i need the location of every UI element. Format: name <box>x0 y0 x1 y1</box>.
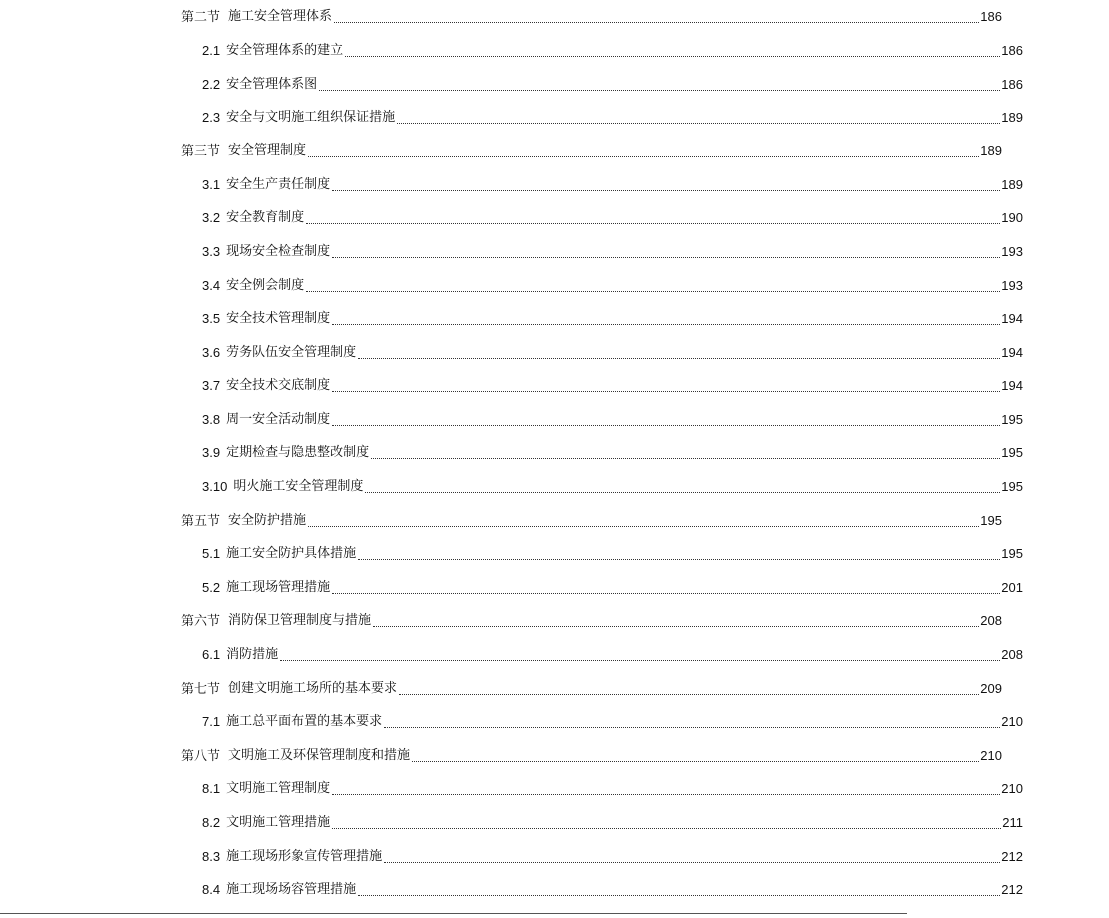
dot-leader <box>332 391 1000 392</box>
toc-entry-number: 8.1 <box>202 781 221 796</box>
toc-entry-page: 194 <box>1001 345 1023 360</box>
toc-entry-page: 195 <box>1001 479 1023 494</box>
dot-leader <box>365 492 1000 493</box>
toc-entry-page: 193 <box>1001 244 1023 259</box>
toc-entry[interactable] <box>0 241 1109 263</box>
toc-entry-page: 195 <box>1001 445 1023 460</box>
toc-entry-page: 189 <box>1001 110 1023 125</box>
toc-entry-page: 194 <box>1001 311 1023 326</box>
toc-entry[interactable] <box>0 879 1109 901</box>
toc-entry-page: 210 <box>1001 714 1023 729</box>
dot-leader <box>384 727 1000 728</box>
toc-entry-number: 8.2 <box>202 815 221 830</box>
toc-entry-page: 212 <box>1001 849 1023 864</box>
toc-entry[interactable] <box>0 342 1109 364</box>
toc-entry-page: 195 <box>1001 546 1023 561</box>
dot-leader <box>412 761 979 762</box>
toc-entry[interactable] <box>0 275 1109 297</box>
toc-entry-title: 施工现场管理措施 <box>226 580 331 595</box>
toc-entry-page: 193 <box>1001 278 1023 293</box>
toc-entry-number: 第七节 <box>181 681 221 696</box>
toc-entry-page: 194 <box>1001 378 1023 393</box>
toc-entry-title: 施工安全防护具体措施 <box>226 546 357 561</box>
toc-entry[interactable] <box>0 678 1088 700</box>
toc-entry-number: 3.1 <box>202 177 221 192</box>
toc-entry-number: 3.6 <box>202 345 221 360</box>
toc-entry-title: 安全教育制度 <box>226 210 305 225</box>
toc-entry-title: 施工总平面布置的基本要求 <box>226 714 383 729</box>
toc-entry-title: 安全例会制度 <box>226 278 305 293</box>
toc-entry-title: 文明施工及环保管理制度和措施 <box>228 748 411 763</box>
dot-leader <box>306 223 1000 224</box>
toc-entry-number: 3.4 <box>202 278 221 293</box>
toc-entry-page: 210 <box>1001 781 1023 796</box>
toc-entry[interactable] <box>0 812 1109 834</box>
toc-entry[interactable] <box>0 6 1088 28</box>
dot-leader <box>334 22 979 23</box>
toc-entry[interactable] <box>0 778 1109 800</box>
toc-entry[interactable] <box>0 140 1088 162</box>
toc-entry-number: 5.2 <box>202 580 221 595</box>
toc-entry[interactable] <box>0 409 1109 431</box>
toc-entry-number: 2.2 <box>202 77 221 92</box>
toc-entry-page: 208 <box>1001 647 1023 662</box>
toc-entry-title: 施工现场形象宣传管理措施 <box>226 849 383 864</box>
dot-leader <box>308 156 979 157</box>
toc-entry-page: 186 <box>980 9 1002 24</box>
toc-entry-page: 210 <box>980 748 1002 763</box>
toc-entry-page: 211 <box>1002 815 1023 830</box>
toc-entry-title: 安全管理制度 <box>228 143 307 158</box>
toc-entry-number: 3.2 <box>202 210 221 225</box>
toc-entry[interactable] <box>0 107 1109 129</box>
toc-entry-title: 安全技术管理制度 <box>226 311 331 326</box>
dot-leader <box>373 626 979 627</box>
dot-leader <box>358 559 1000 560</box>
toc-entry-title: 创建文明施工场所的基本要求 <box>228 681 398 696</box>
dot-leader <box>371 458 1000 459</box>
toc-entry[interactable] <box>0 543 1109 565</box>
toc-entry-number: 8.4 <box>202 882 221 897</box>
dot-leader <box>384 862 1000 863</box>
dot-leader <box>332 425 1000 426</box>
toc-entry-number: 第二节 <box>181 9 221 24</box>
dot-leader <box>399 694 979 695</box>
toc-entry-page: 195 <box>1001 412 1023 427</box>
toc-entry-number: 3.8 <box>202 412 221 427</box>
toc-entry-page: 212 <box>1001 882 1023 897</box>
toc-entry[interactable] <box>0 644 1109 666</box>
toc-entry-number: 3.9 <box>202 445 221 460</box>
toc-entry-title: 施工安全管理体系 <box>228 9 333 24</box>
toc-entry-page: 189 <box>980 143 1002 158</box>
toc-entry-number: 6.1 <box>202 647 221 662</box>
dot-leader <box>280 660 1000 661</box>
dot-leader <box>332 593 1000 594</box>
toc-entry[interactable] <box>0 207 1109 229</box>
toc-entry-page: 209 <box>980 681 1002 696</box>
page-bottom-rule <box>0 913 907 914</box>
toc-entry-number: 第六节 <box>181 613 221 628</box>
toc-entry-title: 文明施工管理措施 <box>226 815 331 830</box>
toc-entry-title: 安全防护措施 <box>228 513 307 528</box>
toc-entry-page: 186 <box>1001 43 1023 58</box>
toc-entry-number: 7.1 <box>202 714 221 729</box>
toc-entry-title: 文明施工管理制度 <box>226 781 331 796</box>
toc-entry-number: 3.7 <box>202 378 221 393</box>
dot-leader <box>319 90 1000 91</box>
toc-entry-title: 安全生产责任制度 <box>226 177 331 192</box>
dot-leader <box>358 358 1000 359</box>
toc-entry-title: 现场安全检查制度 <box>226 244 331 259</box>
dot-leader <box>397 123 1000 124</box>
toc-entry-number: 3.10 <box>202 479 228 494</box>
dot-leader <box>332 257 1000 258</box>
toc-entry-title: 安全管理体系图 <box>226 77 318 92</box>
toc-entry-number: 5.1 <box>202 546 221 561</box>
toc-entry-number: 第八节 <box>181 748 221 763</box>
toc-entry[interactable] <box>0 40 1109 62</box>
toc-entry-title: 施工现场场容管理措施 <box>226 882 357 897</box>
toc-entry-number: 第五节 <box>181 513 221 528</box>
toc-entry-title: 消防保卫管理制度与措施 <box>228 613 372 628</box>
toc-entry-page: 189 <box>1001 177 1023 192</box>
toc-entry-title: 安全技术交底制度 <box>226 378 331 393</box>
toc-entry-page: 190 <box>1001 210 1023 225</box>
dot-leader <box>358 895 1000 896</box>
toc-entry-title: 定期检查与隐患整改制度 <box>226 445 370 460</box>
dot-leader <box>332 794 1000 795</box>
toc-entry[interactable] <box>0 577 1109 599</box>
toc-entry[interactable] <box>0 74 1109 96</box>
toc-entry-title: 消防措施 <box>226 647 279 662</box>
toc-entry-number: 3.3 <box>202 244 221 259</box>
toc-entry-number: 2.1 <box>202 43 221 58</box>
toc-entry-number: 第三节 <box>181 143 221 158</box>
toc-entry[interactable] <box>0 375 1109 397</box>
toc-entry[interactable] <box>0 610 1088 632</box>
dot-leader <box>332 828 1001 829</box>
toc-entry[interactable] <box>0 476 1109 498</box>
toc-entry-page: 195 <box>980 513 1002 528</box>
dot-leader <box>306 291 1000 292</box>
toc-entry[interactable] <box>0 442 1109 464</box>
dot-leader <box>308 526 979 527</box>
toc-entry-page: 208 <box>980 613 1002 628</box>
toc-entry[interactable] <box>0 846 1109 868</box>
toc-entry[interactable] <box>0 510 1088 532</box>
toc-entry[interactable] <box>0 308 1109 330</box>
toc-entry-title: 安全与文明施工组织保证措施 <box>226 110 396 125</box>
dot-leader <box>332 190 1000 191</box>
toc-entry-title: 安全管理体系的建立 <box>226 43 344 58</box>
toc-entry-title: 劳务队伍安全管理制度 <box>226 345 357 360</box>
toc-entry-title: 周一安全活动制度 <box>226 412 331 427</box>
dot-leader <box>332 324 1000 325</box>
toc-entry-number: 2.3 <box>202 110 221 125</box>
toc-entry-page: 201 <box>1001 580 1023 595</box>
toc-entry[interactable] <box>0 745 1088 767</box>
toc-entry[interactable] <box>0 174 1109 196</box>
toc-entry-number: 8.3 <box>202 849 221 864</box>
toc-entry-title: 明火施工安全管理制度 <box>233 479 364 494</box>
toc-entry-number: 3.5 <box>202 311 221 326</box>
toc-entry[interactable] <box>0 711 1109 733</box>
dot-leader <box>345 56 1000 57</box>
toc-entry-page: 186 <box>1001 77 1023 92</box>
